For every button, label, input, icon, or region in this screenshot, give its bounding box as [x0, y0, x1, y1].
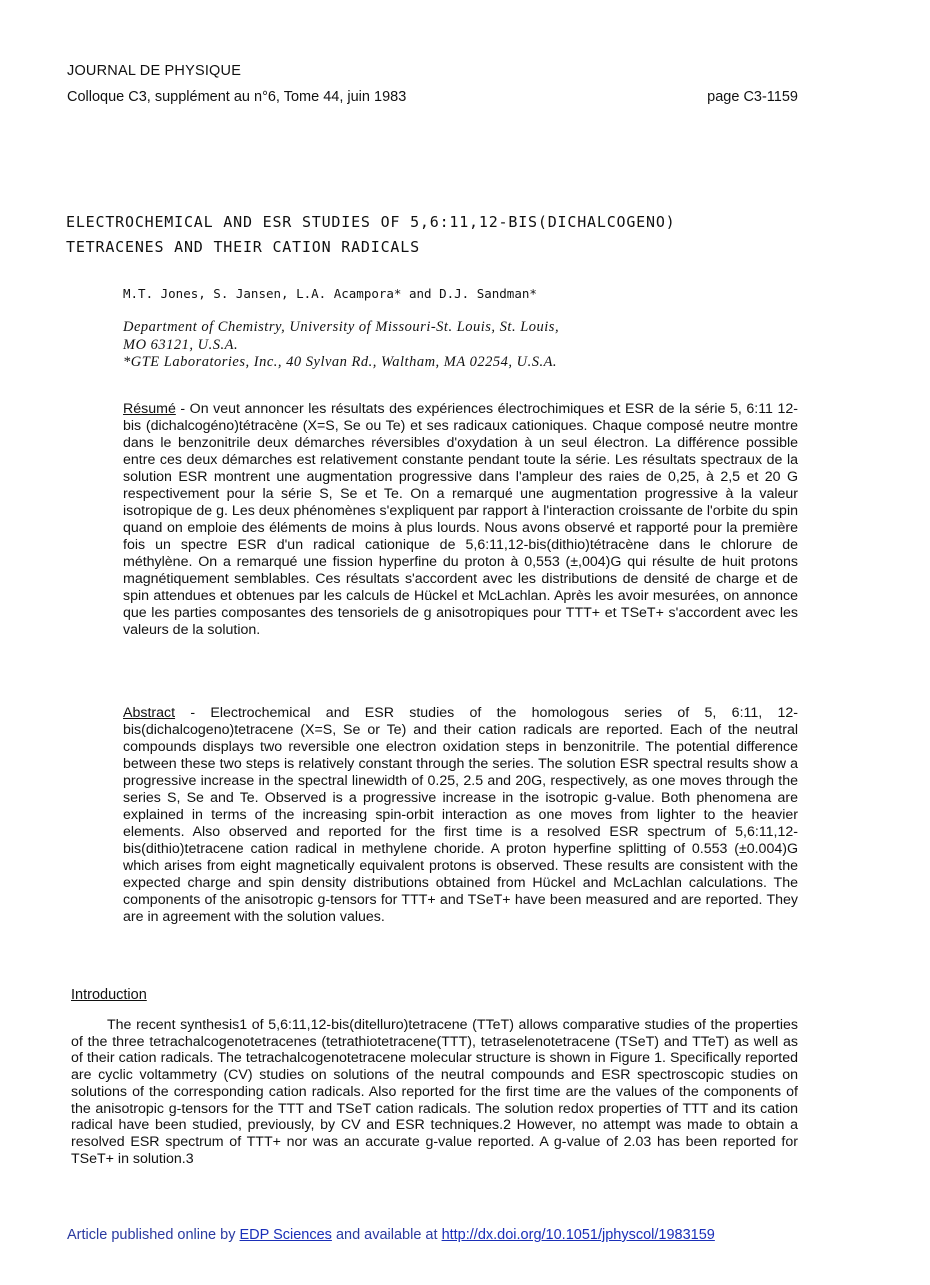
- abstract-paragraph: [123, 705, 798, 926]
- introduction-heading: Introduction: [71, 987, 147, 1003]
- affiliation-line-2: MO 63121, U.S.A.: [123, 336, 239, 353]
- affiliation-line-1: Department of Chemistry, University of Missouri-St. Louis, St. Louis,: [123, 319, 560, 335]
- author-list: M.T. Jones, S. Jansen, L.A. Acampora* and D.J. Sandman*: [123, 286, 537, 301]
- journal-name: JOURNAL DE PHYSIQUE: [67, 63, 242, 79]
- issue-info: Colloque C3, supplément au n°6, Tome 44, juin 1983: [67, 89, 407, 105]
- page-number: page C3-1159: [707, 89, 798, 105]
- affiliation-line-3: *GTE Laboratories, Inc., 40 Sylvan Rd., Waltham, MA 02254, U.S.A.: [123, 354, 558, 370]
- footer-middle: and available at: [331, 1227, 442, 1243]
- publication-footer: [67, 1227, 715, 1243]
- title-line-1: ELECTROCHEMICAL AND ESR STUDIES OF 5,6:11,12-BIS(DICHALCOGENO): [66, 213, 676, 231]
- paper-title: [66, 210, 846, 260]
- footer-prefix: Article published online by: [67, 1227, 240, 1243]
- resume-text: - On veut annoncer les résultats des expériences électrochimiques et ESR de la série 5, 6:11 12-bis (dichalcogéno)tétracène (X=S, Se ou Te) et ses radicaux cationiques. Chaque composé neutre montre dans le benzonitrile deux démarches réversibles d'oxydation à un seul électron. La différence possible entre ces deux démarches est relativement constante pendant toute la série. Les résultats spectraux de la solution ESR montrent une augmentation progressive dans l'ampleur des raies de 0,25, à 2,5 et 20 G respectivement pour la série S, Se et Te. On a remarqué une augmentation progressive à la valeur isotropique de g. Les deux phénomènes s'expliquent par rapport à l'interaction croissante de l'orbite du spin quand on emploie des éléments de moins à plus lourds. Nous avons observé et rapporté pour la première fois un spectre ESR d'un radical cationique de 5,6:11,12-bis(dithio)tétracène dans le chlorure de méthylène. On a remarqué une fission hyperfine du proton à 0,553 (±,004)G qui résulte de huit protons magnétiquement semblables. Ces résultats s'accordent avec les distributions de densité de charge et de spin attendues et obtenues par les calculs de Hückel et McLachlan. Après les avoir mesurées, on annonce que les parties composantes des tensoriels de g anisotropiques pour TTT+ et TSeT+ s'accordent avec les valeurs de la solution.: [123, 401, 798, 638]
- title-line-2: TETRACENES AND THEIR CATION RADICALS: [66, 238, 420, 256]
- publisher-link[interactable]: EDP Sciences: [239, 1227, 332, 1243]
- introduction-paragraph: The recent synthesis1 of 5,6:11,12-bis(ditelluro)tetracene (TTeT) allows comparative studies of the properties of the three tetrachalcogenotetracenes (tetrathiotetracene(TTT), tetraselenotetracene (TSeT) and TTeT) as well as of their cation radicals. The tetrachalcogenotetracene molecular structure is shown in Figure 1. Specifically reported are cyclic voltammetry (CV) studies on solutions of the neutral compounds and ESR spectroscopic studies on solutions of the corresponding cation radicals. Also reported for the first time are the values of the components of the anisotropic g-tensors for the TTT and TSeT cation radicals. The solution redox properties of TTT and its cation radical have been studied, previously, by CV and ESR techniques.2 However, no attempt was made to obtain a resolved ESR spectrum of TTT+ nor was an accurate g-value reported. A g-value of 2.03 has been reported for TSeT+ in solution.3: [71, 1017, 798, 1167]
- abstract-text: - Electrochemical and ESR studies of the homologous series of 5, 6:11, 12-bis(dichalcogeno)tetracene (X=S, Se or Te) and their cation radicals are reported. Each of the neutral compounds displays two reversible one electron oxidation steps in benzonitrile. The potential difference between these two steps is relatively constant through the series. The solution ESR spectral results show a progressive increase in the spectral linewidth of 0.25, 2.5 and 20G, respectively, as one moves through the series S, Se and Te. Observed is a progressive increase in the isotropic g-value. Both phenomena are explained in terms of the increasing spin-orbit interaction as one moves from lighter to the heavier elements. Also observed and reported for the first time is a resolved ESR spectrum of 5,6:11,12-bis(dithio)tetracene cation radical in methylene choride. A proton hyperfine splitting of 0.553 (±0.004)G which arises from eight magnetically equivalent protons is observed. These results are consistent with the expected charge and spin density distributions obtained from Hückel and McLachlan calculations. The components of the anisotropic g-tensors for TTT+ and TSeT+ have been measured and are reported. They are in agreement with the solution values.: [123, 705, 798, 925]
- abstract-heading: Abstract: [123, 705, 176, 721]
- resume-paragraph: [123, 401, 798, 639]
- affiliations: [123, 319, 823, 372]
- doi-link[interactable]: http://dx.doi.org/10.1051/jphyscol/1983159: [441, 1227, 715, 1243]
- resume-heading: Résumé: [123, 401, 176, 417]
